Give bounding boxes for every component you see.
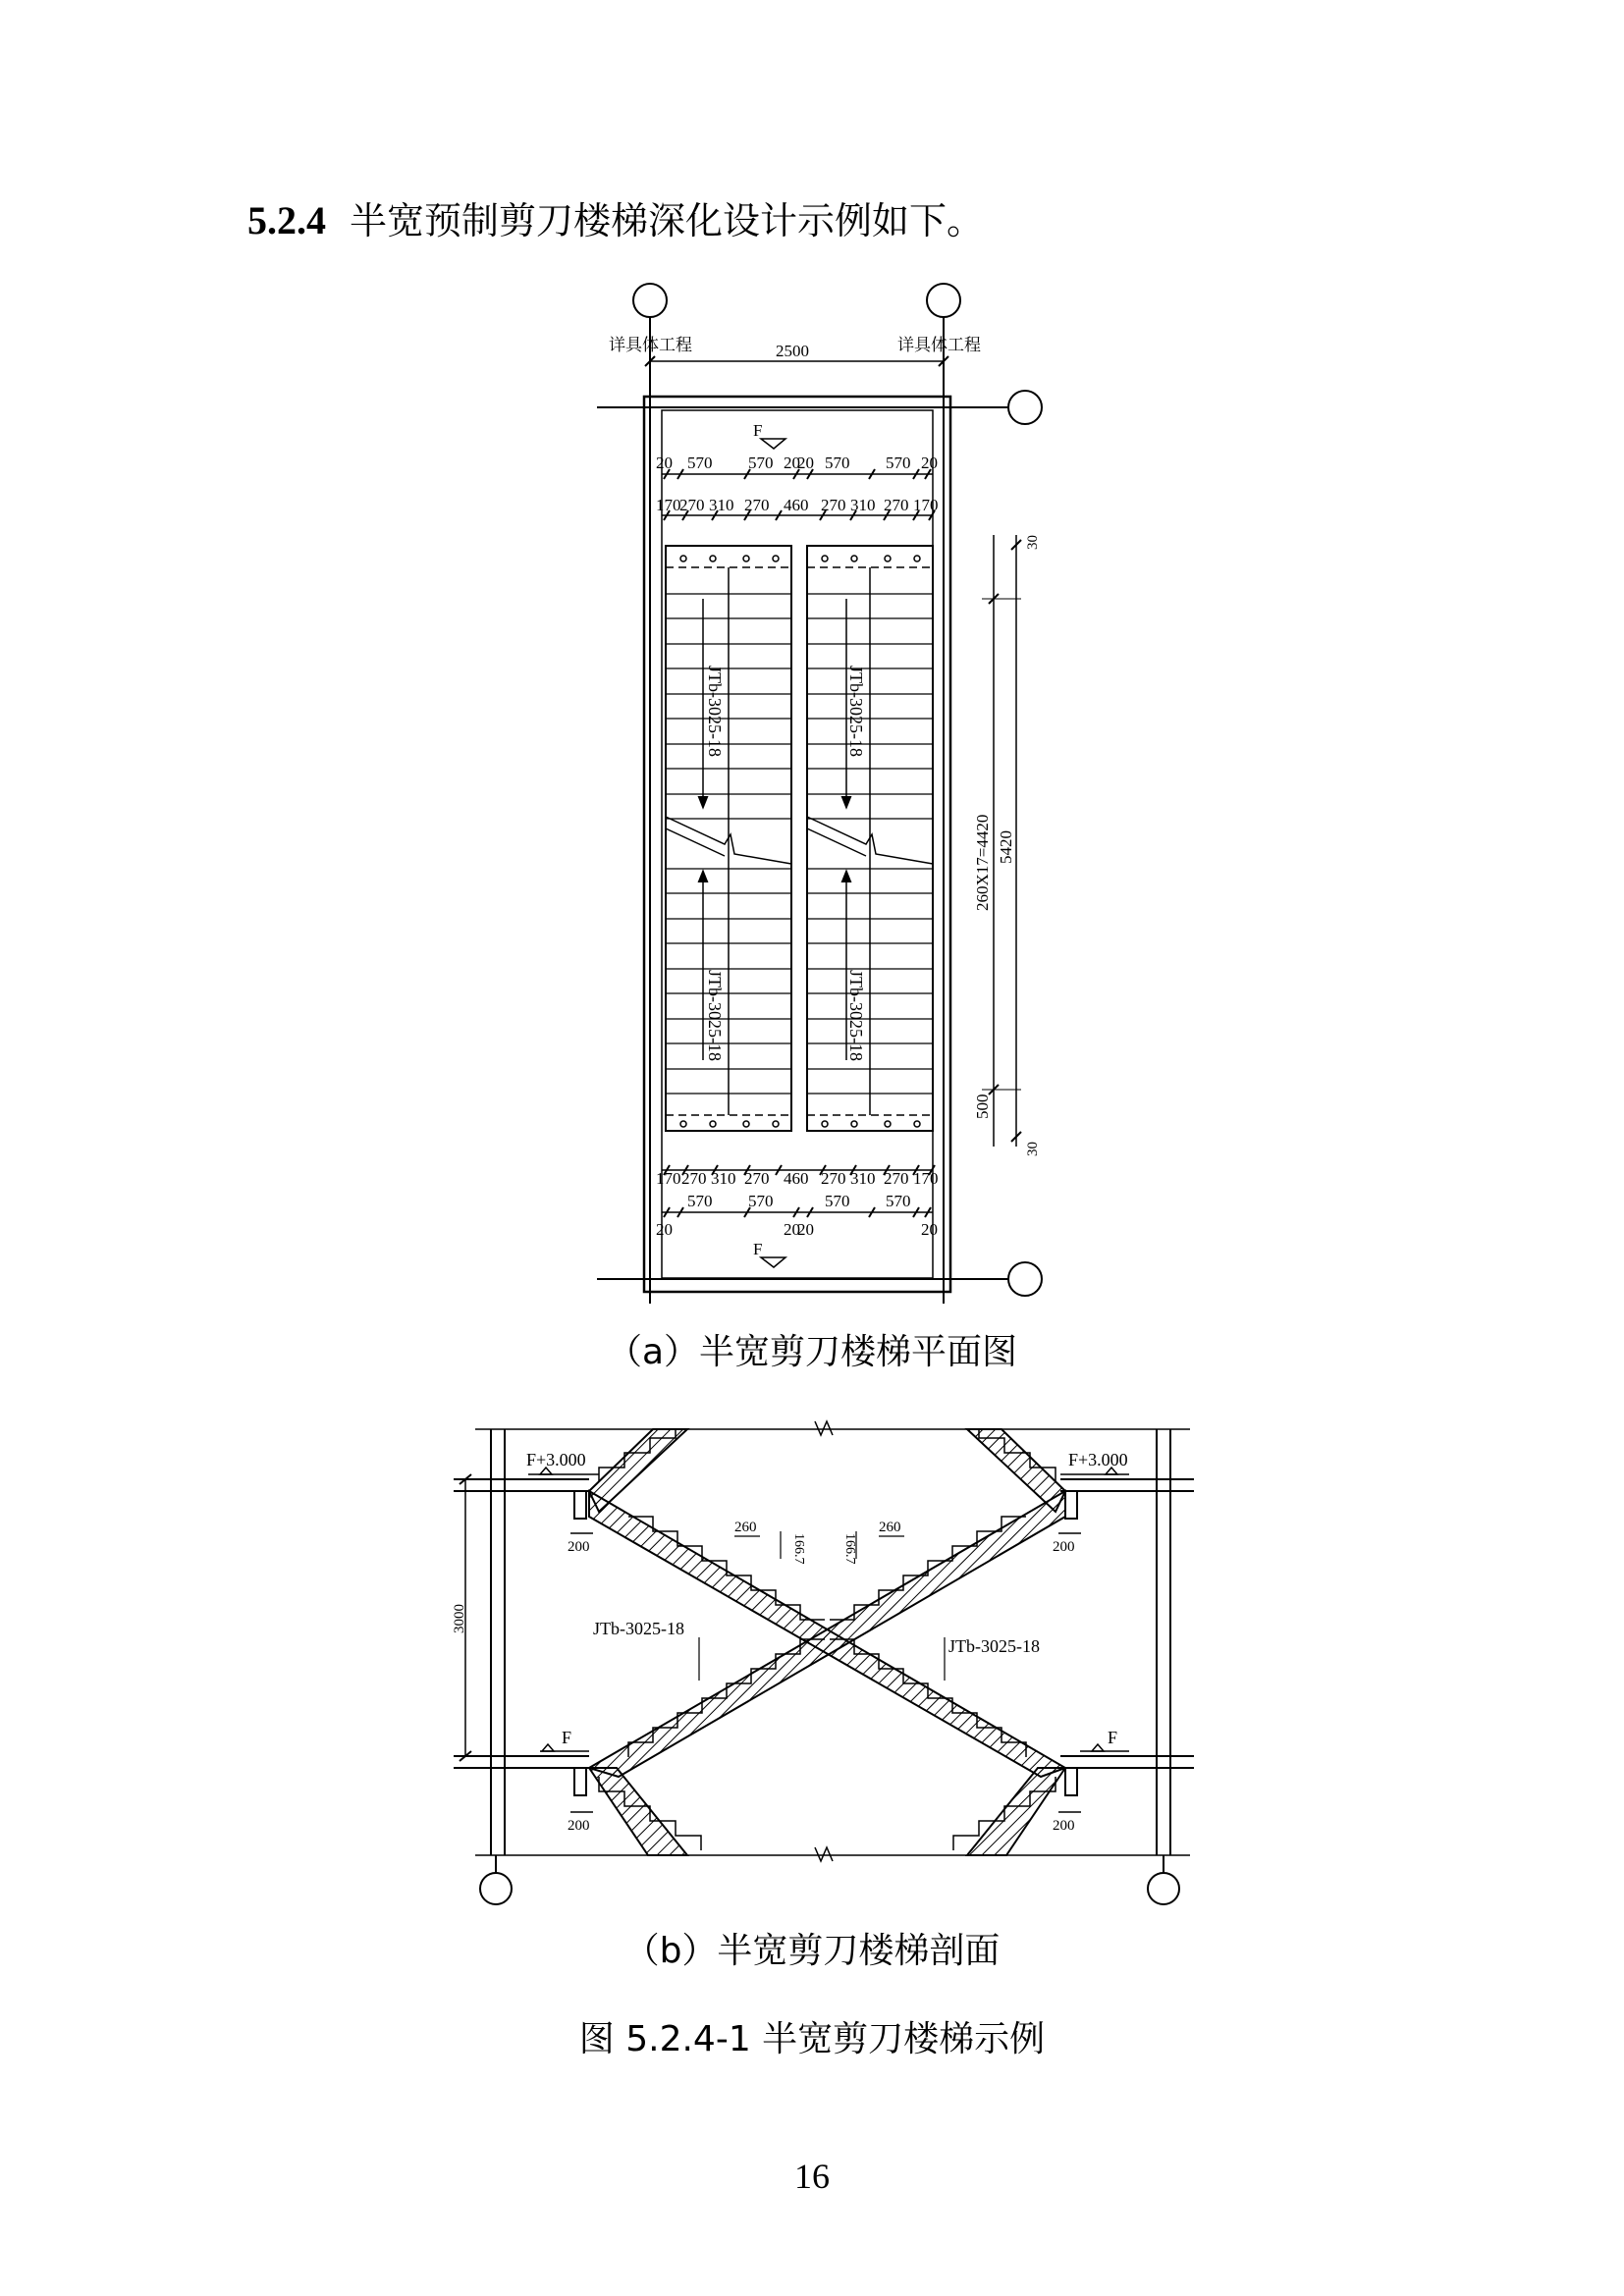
axis-bubble [1008, 391, 1042, 424]
edge-dim-top: 30 [1025, 535, 1041, 550]
flight-label: JTb-3025-18 [705, 666, 725, 757]
dim-top-b-2: 310 [709, 496, 734, 514]
support-dim: 200 [1053, 1539, 1075, 1555]
dim-top-a-2: 570 [748, 454, 774, 472]
level-top-left: F+3.000 [526, 1450, 586, 1469]
section-number: 5.2.4 [247, 198, 326, 242]
axis-bubble [480, 1873, 512, 1904]
dim-top-a-5: 570 [825, 454, 850, 472]
dim-bottom-a-7: 270 [884, 1169, 909, 1188]
flight-label: JTb-3025-18 [705, 970, 725, 1061]
cut-mark-bottom: F [753, 1240, 763, 1258]
level-top-right: F+3.000 [1068, 1450, 1128, 1469]
dim-top-a-7: 20 [921, 454, 938, 472]
dim-bottom-b-0: 20 [656, 1220, 673, 1239]
axis-bubble [1008, 1262, 1042, 1296]
flight-label: JTb-3025-18 [846, 666, 866, 757]
flight-label-right: JTb-3025-18 [948, 1636, 1040, 1656]
dim-bottom-b-4: 20 [797, 1220, 814, 1239]
level-bottom-right: F [1108, 1728, 1118, 1747]
total-dim: 5420 [997, 830, 1015, 864]
plan-caption: （a）半宽剪刀楼梯平面图 [606, 1332, 1018, 1372]
axis-note-right: 详具体工程 [897, 336, 981, 355]
width-dim: 2500 [776, 342, 809, 360]
section-labels [452, 1450, 1128, 1834]
dim-top-a-3: 20 [784, 454, 800, 472]
dim-bottom-b-5: 570 [825, 1192, 850, 1210]
axis-note-left: 详具体工程 [609, 336, 692, 355]
dim-top-b-8: 170 [913, 496, 939, 514]
section-text: 半宽预制剪刀楼梯深化设计示例如下。 [350, 199, 985, 242]
riser-dim: 166.7 [791, 1533, 806, 1565]
dim-top-b-7: 270 [884, 496, 909, 514]
dim-top-a-0: 20 [656, 454, 673, 472]
dim-top-a-4: 20 [797, 454, 814, 472]
dim-top-b-0: 170 [656, 496, 681, 514]
dim-top-b-4: 460 [784, 496, 809, 514]
flight-label-left: JTb-3025-18 [593, 1619, 684, 1638]
stair-section-view [454, 1421, 1194, 1904]
support-dim: 200 [568, 1818, 590, 1834]
dim-bottom-b-6: 570 [886, 1192, 911, 1210]
edge-dim-bottom: 30 [1025, 1142, 1041, 1156]
tread-dim: 260 [879, 1520, 901, 1535]
axis-bubble [927, 284, 960, 317]
dim-bottom-a-8: 170 [913, 1169, 939, 1188]
height-dim: 3000 [452, 1604, 467, 1633]
section-caption: （b）半宽剪刀楼梯剖面 [623, 1931, 1001, 1971]
axis-bubble [633, 284, 667, 317]
dim-top-b-1: 270 [679, 496, 705, 514]
dim-bottom-b-2: 570 [748, 1192, 774, 1210]
level-bottom-left: F [562, 1728, 572, 1747]
dim-bottom-b-7: 20 [921, 1220, 938, 1239]
dim-top-b-3: 270 [744, 496, 770, 514]
dim-top-b-5: 270 [821, 496, 846, 514]
dim-top-a-1: 570 [687, 454, 713, 472]
run-dim: 260X17=4420 [973, 814, 992, 911]
tread-dim: 260 [734, 1520, 757, 1535]
flight-label: JTb-3025-18 [846, 970, 866, 1061]
figure-caption: 图 5.2.4-1 半宽剪刀楼梯示例 [578, 2019, 1046, 2059]
dim-bottom-b-3: 20 [784, 1220, 800, 1239]
dim-bottom-a-2: 310 [711, 1169, 736, 1188]
dim-bottom-a-4: 460 [784, 1169, 809, 1188]
dim-bottom-a-3: 270 [744, 1169, 770, 1188]
dim-top-a-6: 570 [886, 454, 911, 472]
cut-mark-top: F [753, 421, 763, 440]
riser-dim: 166.7 [842, 1533, 857, 1565]
axis-bubble [1148, 1873, 1179, 1904]
stair-plan-view [597, 284, 1042, 1304]
support-dim: 200 [1053, 1818, 1075, 1834]
page-number: 16 [794, 2157, 830, 2196]
dim-bottom-b-1: 570 [687, 1192, 713, 1210]
dim-top-b-6: 310 [850, 496, 876, 514]
dim-bottom-a-5: 270 [821, 1169, 846, 1188]
dim-bottom-a-6: 310 [850, 1169, 876, 1188]
dim-bottom-a-0: 170 [656, 1169, 681, 1188]
support-dim: 200 [568, 1539, 590, 1555]
dim-bottom-a-1: 270 [681, 1169, 707, 1188]
landing-dim: 500 [973, 1094, 992, 1119]
